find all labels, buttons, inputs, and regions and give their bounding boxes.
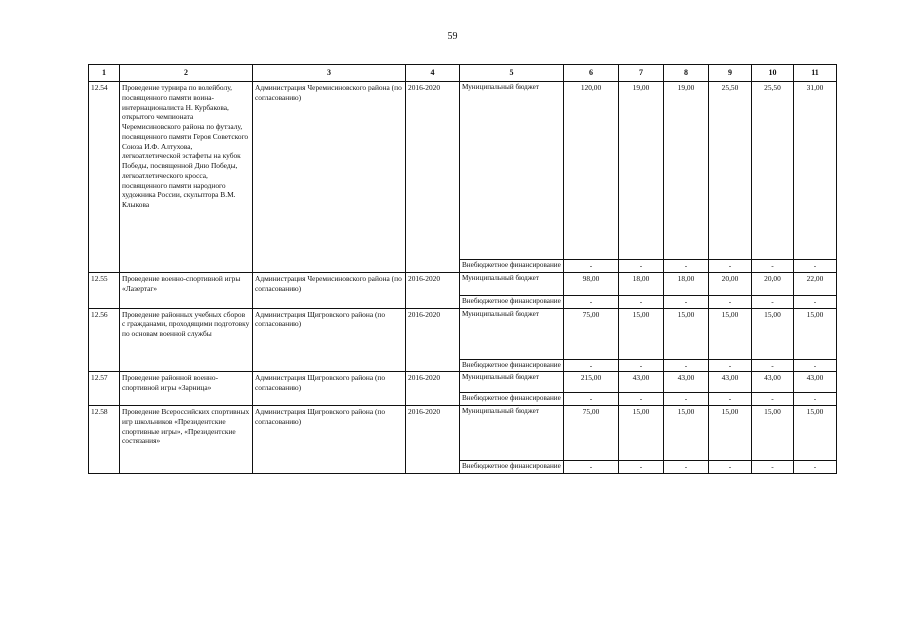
row-executor: Администрация Щигровского района (по согласованию) [253,308,406,372]
header-cell: 9 [709,65,752,82]
value-cell: 215,00 [564,372,619,393]
value-cell: - [752,359,794,372]
value-cell: - [664,295,709,308]
value-cell: 43,00 [752,372,794,393]
row-description: Проведение районной военно-спортивной игры «Зарница» [120,372,253,406]
value-cell: - [709,260,752,273]
value-cell: 15,00 [619,308,664,359]
value-cell: - [564,461,619,474]
value-cell: - [709,461,752,474]
row-period: 2016-2020 [406,272,460,308]
value-cell: - [794,393,837,406]
value-cell: 15,00 [794,308,837,359]
value-cell: - [664,359,709,372]
value-cell: 43,00 [794,372,837,393]
header-cell: 1 [89,65,120,82]
header-cell: 7 [619,65,664,82]
funding-type: Внебюджетное финансирование [460,393,564,406]
value-cell: 98,00 [564,272,619,295]
header-cell: 5 [460,65,564,82]
row-description: Проведение военно-спортивной игры «Лазертаг» [120,272,253,308]
table-row [89,406,837,461]
value-cell: 15,00 [794,406,837,461]
table-row [89,308,837,359]
value-cell: 43,00 [664,372,709,393]
value-cell: 15,00 [752,406,794,461]
value-cell: 15,00 [619,406,664,461]
value-cell: 20,00 [752,272,794,295]
funding-type: Муниципальный бюджет [460,308,564,359]
header-cell: 2 [120,65,253,82]
value-cell: - [794,359,837,372]
funding-type: Внебюджетное финансирование [460,295,564,308]
row-id: 12.57 [89,372,120,406]
value-cell: 75,00 [564,406,619,461]
row-description: Проведение турнира по волейболу, посвященного памяти воина-интернационалиста Н. Курбакова, открытого чемпионата Черемисиновского района по футзалу, посвященного памяти Героя Советского Союза И.Ф. Алтухова, легкоатлетической эстафеты на кубок Победы, посвященной Дню Победы, легкоатлетического кросса, посвященного памяти народного художника России, скульптора В.М. Клыкова [120,82,253,273]
header-cell: 11 [794,65,837,82]
funding-type: Муниципальный бюджет [460,272,564,295]
value-cell: 19,00 [664,82,709,260]
value-cell: - [564,359,619,372]
value-cell: 25,50 [752,82,794,260]
value-cell: - [794,260,837,273]
row-description: Проведение районных учебных сборов с гражданами, проходящими подготовку по основам военной службы [120,308,253,372]
value-cell: - [564,260,619,273]
value-cell: - [564,295,619,308]
table-row [89,372,837,393]
value-cell: 31,00 [794,82,837,260]
row-id: 12.58 [89,406,120,474]
header-cell: 8 [664,65,709,82]
row-executor: Администрация Щигровского района (по согласованию) [253,406,406,474]
row-id: 12.56 [89,308,120,372]
value-cell: 20,00 [709,272,752,295]
header-cell: 3 [253,65,406,82]
value-cell: - [619,359,664,372]
row-id: 12.55 [89,272,120,308]
header-cell: 10 [752,65,794,82]
value-cell: 75,00 [564,308,619,359]
value-cell: - [752,393,794,406]
row-executor: Администрация Щигровского района (по согласованию) [253,372,406,406]
value-cell: - [794,461,837,474]
row-period: 2016-2020 [406,406,460,474]
value-cell: 18,00 [664,272,709,295]
row-executor: Администрация Черемисиновского района (по согласованию) [253,82,406,273]
funding-type: Муниципальный бюджет [460,406,564,461]
funding-type: Внебюджетное финансирование [460,461,564,474]
row-period: 2016-2020 [406,372,460,406]
value-cell: - [664,461,709,474]
value-cell: 120,00 [564,82,619,260]
funding-type: Муниципальный бюджет [460,82,564,260]
value-cell: - [619,295,664,308]
value-cell: 15,00 [664,406,709,461]
value-cell: 15,00 [664,308,709,359]
value-cell: - [709,359,752,372]
value-cell: 43,00 [709,372,752,393]
value-cell: - [709,393,752,406]
value-cell: 25,50 [709,82,752,260]
value-cell: 15,00 [752,308,794,359]
value-cell: 22,00 [794,272,837,295]
row-description: Проведение Всероссийских спортивных игр школьников «Президентские спортивные игры», «Президентские состязания» [120,406,253,474]
value-cell: - [619,461,664,474]
header-row [89,65,837,82]
value-cell: - [709,295,752,308]
value-cell: - [564,393,619,406]
header-cell: 4 [406,65,460,82]
row-id: 12.54 [89,82,120,273]
funding-type: Муниципальный бюджет [460,372,564,393]
value-cell: 15,00 [709,308,752,359]
row-period: 2016-2020 [406,308,460,372]
value-cell: 15,00 [709,406,752,461]
value-cell: - [619,393,664,406]
value-cell: - [619,260,664,273]
row-period: 2016-2020 [406,82,460,273]
row-executor: Администрация Черемисиновского района (по согласованию) [253,272,406,308]
budget-table [88,64,837,474]
funding-type: Внебюджетное финансирование [460,260,564,273]
value-cell: - [664,260,709,273]
value-cell: 19,00 [619,82,664,260]
value-cell: 18,00 [619,272,664,295]
header-cell: 6 [564,65,619,82]
value-cell: 43,00 [619,372,664,393]
value-cell: - [664,393,709,406]
page-number: 59 [447,31,458,42]
value-cell: - [752,295,794,308]
funding-type: Внебюджетное финансирование [460,359,564,372]
value-cell: - [794,295,837,308]
table-row [89,82,837,260]
table-row [89,272,837,295]
value-cell: - [752,461,794,474]
value-cell: - [752,260,794,273]
